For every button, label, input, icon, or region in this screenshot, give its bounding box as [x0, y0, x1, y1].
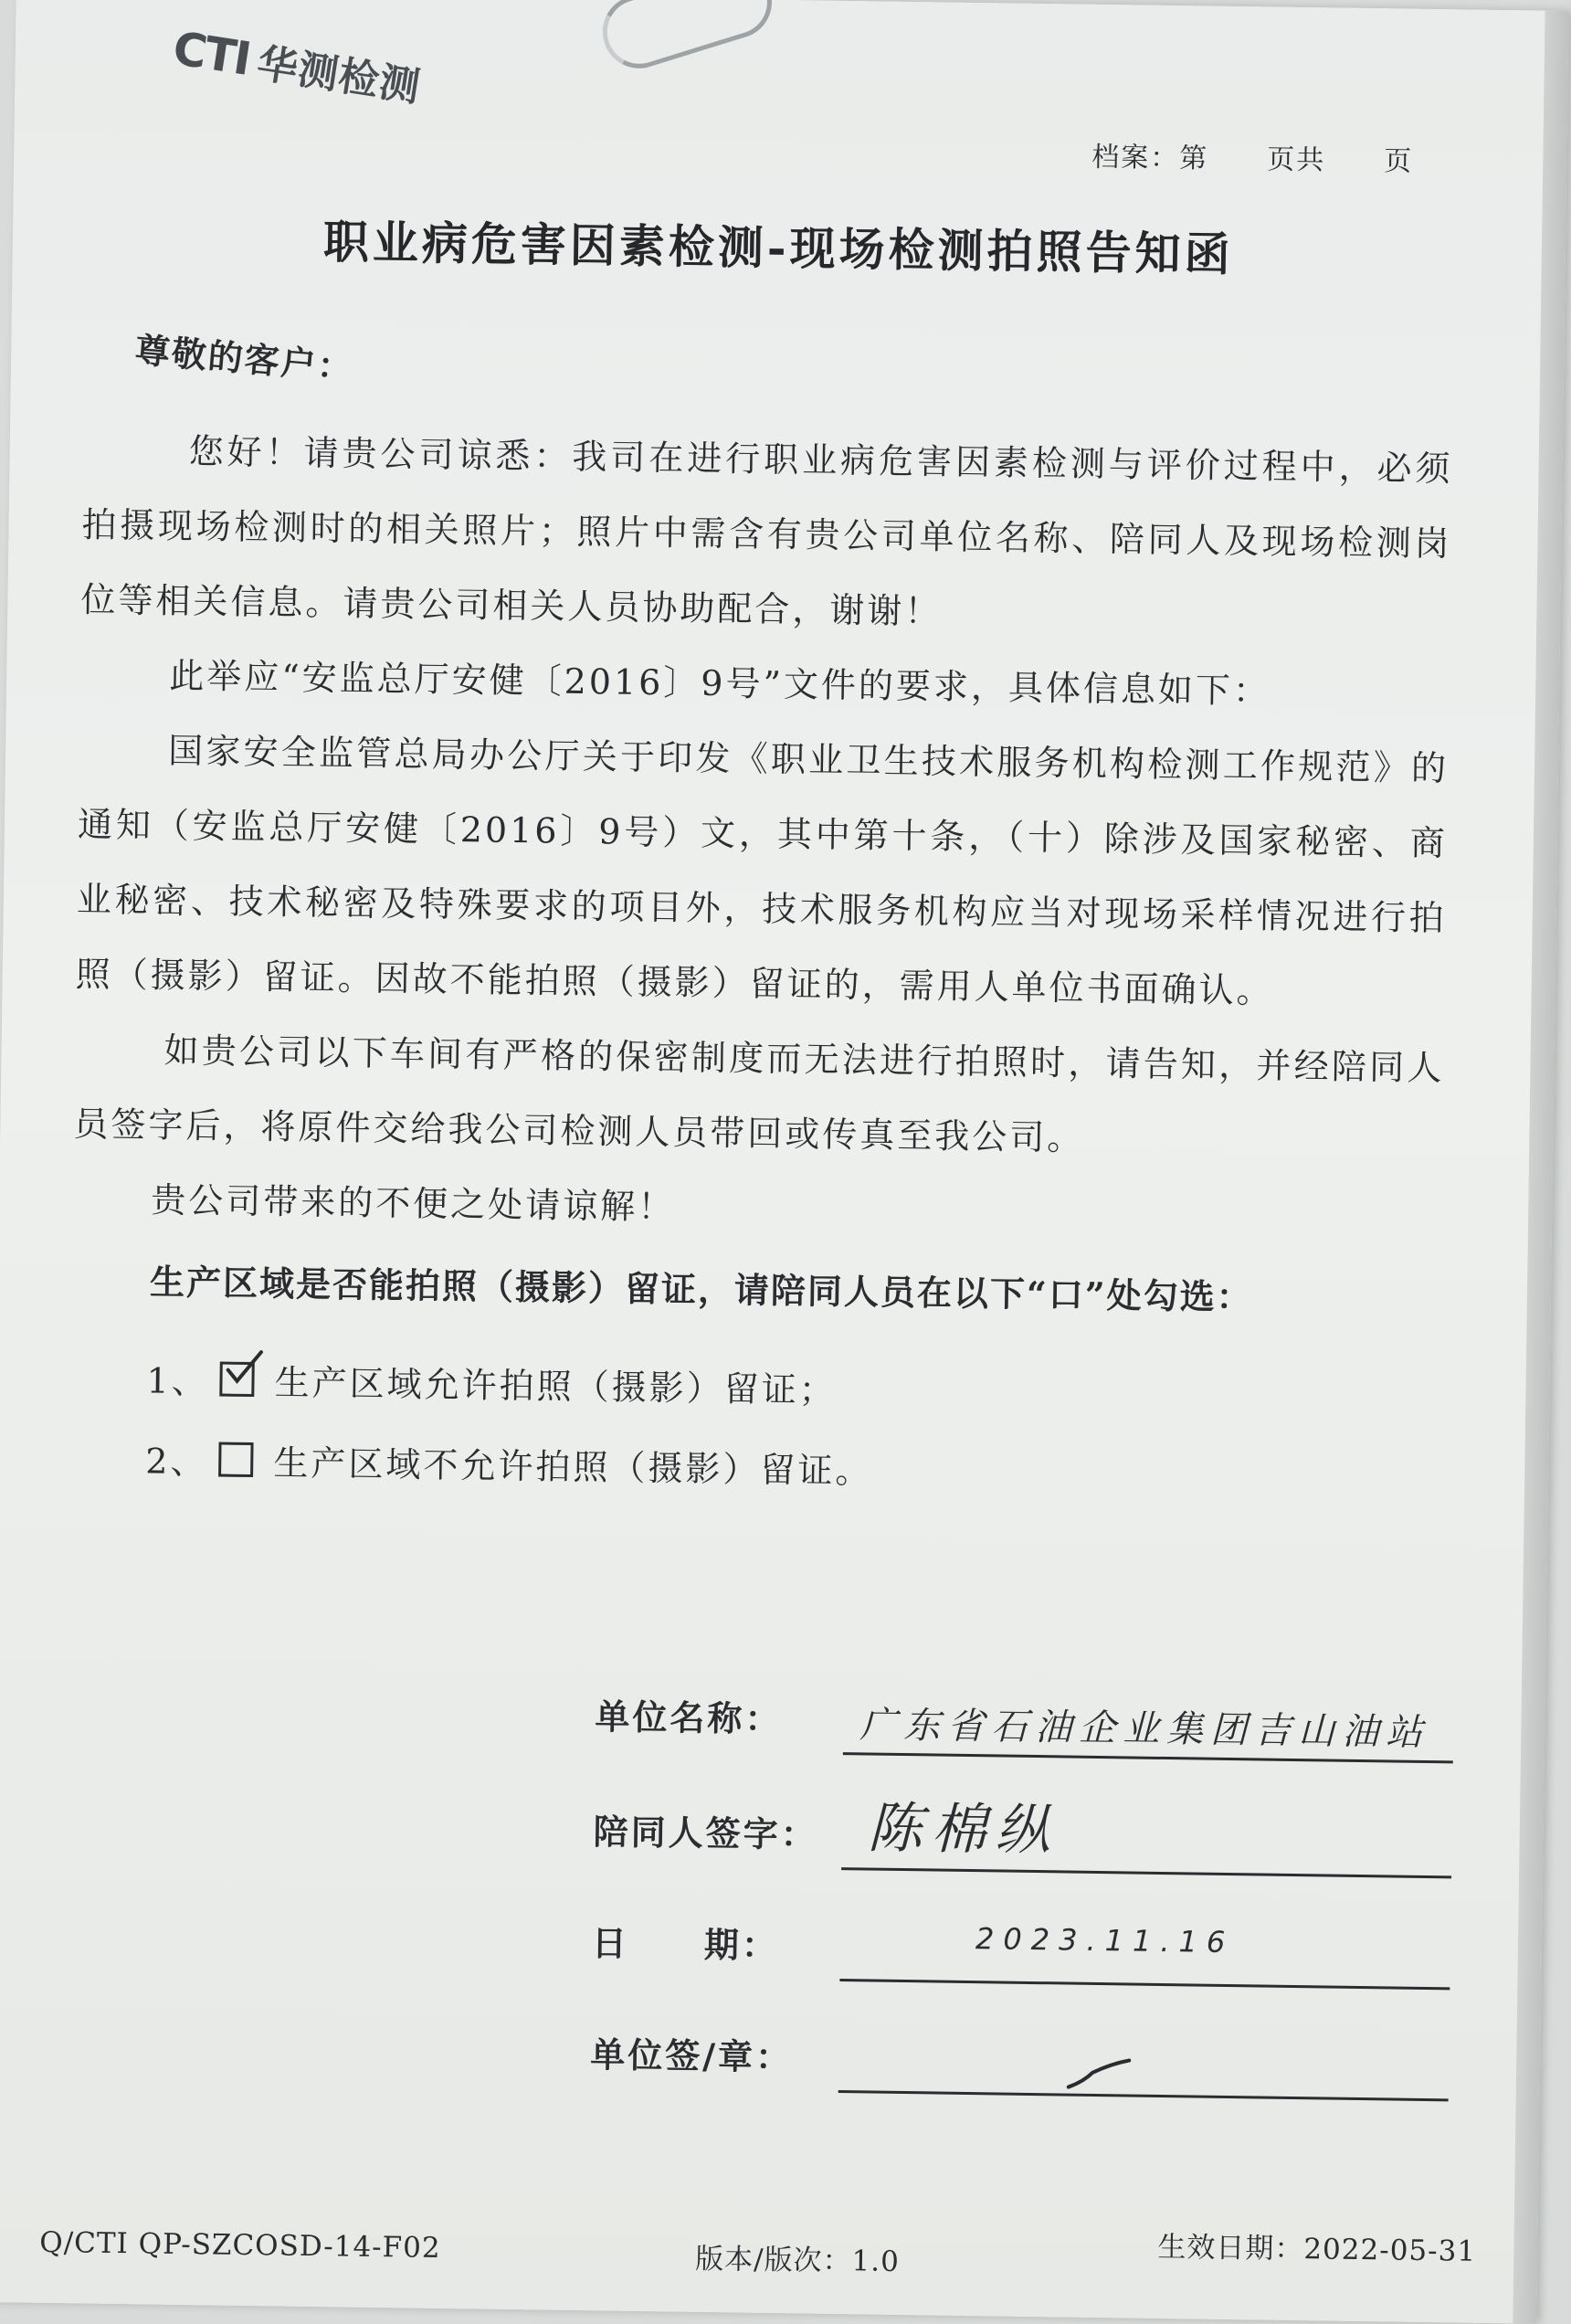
unit-name-row — [595, 1678, 1454, 1763]
option-number: 2、 — [144, 1441, 208, 1483]
salutation: 尊敬的客户： — [133, 329, 356, 389]
effective-date: 生效日期：2022-05-31 — [1157, 2230, 1477, 2268]
document-title: 职业病危害因素检测-现场检测拍照告知函 — [322, 214, 1235, 281]
logo-name: 华测检测 — [254, 39, 424, 111]
date-line — [839, 1979, 1450, 1990]
option-deny — [145, 1432, 873, 1493]
seal-label: 单位签/章： — [589, 2034, 794, 2078]
paragraph-4: 如贵公司以下车间有严格的保密制度而无法进行拍照时，请告知，并经陪同人员签字后，将原件交给我公司检测人员带回或传真至我公司。 — [73, 1030, 1445, 1158]
date-value[interactable]: 2023.11.16 — [975, 1921, 1235, 1960]
date-label: 日 期： — [591, 1922, 780, 1967]
companion-label: 陪同人签字： — [593, 1811, 818, 1855]
date-row — [591, 1905, 1450, 1990]
version-label: 版本/版次：1.0 — [694, 2242, 901, 2278]
company-logo — [170, 17, 426, 113]
seal-stroke-mark — [1065, 2056, 1139, 2094]
option-label: 生产区域允许拍照（摄影）留证； — [274, 1362, 837, 1410]
option-label: 生产区域不允许拍照（摄影）留证。 — [273, 1442, 873, 1492]
paragraph-5: 贵公司带来的不便之处请谅解！ — [150, 1179, 676, 1228]
deny-checkbox[interactable] — [218, 1442, 254, 1477]
paragraph-3: 国家安全监管总局办公厅关于印发《职业卫生技术服务机构检测工作规范》的通知（安监总厅安健〔2016〕9号）文，其中第十条，（十）除涉及国家秘密、商业秘密、技术秘密及特殊要求的项目外，技术服务机构应当对现场采样情况进行拍照（摄影）留证。因故不能拍照（摄影）留证的，需用人单位书面确认。 — [75, 730, 1450, 1011]
checkmark-icon — [225, 1347, 266, 1389]
unit-name-value[interactable]: 广东省石油企业集团吉山油站 — [859, 1704, 1430, 1755]
companion-signature-row — [593, 1793, 1452, 1878]
paragraph-2: 此举应“安监总厅安健〔2016〕9号”文件的要求，具体信息如下： — [168, 655, 1271, 712]
seal-line[interactable] — [838, 2090, 1449, 2101]
companion-signature[interactable]: 陈棉纵 — [867, 1796, 1060, 1864]
paper-clip-icon — [594, 0, 781, 78]
logo-brand: CTI — [169, 21, 254, 86]
page-edge-shadow — [1513, 11, 1568, 2324]
instruction-text: 生产区域是否能拍照（摄影）留证，请陪同人员在以下“口”处勾选： — [149, 1261, 1253, 1318]
seal-row — [590, 2016, 1450, 2101]
companion-line — [841, 1867, 1451, 1878]
allow-checkbox[interactable] — [219, 1361, 255, 1397]
document-code: Q/CTI QP-SZCOSD-14-F02 — [39, 2225, 441, 2265]
unit-name-label: 单位名称： — [595, 1695, 783, 1740]
option-allow — [146, 1352, 837, 1412]
option-number: 1、 — [146, 1360, 209, 1402]
archive-page-label: 档案：第 页共 页 — [1091, 141, 1414, 178]
paragraph-1: 您好！请贵公司谅悉：我司在进行职业病危害因素检测与评价过程中，必须拍摄现场检测时的相关照片；照片中需含有贵公司单位名称、陪同人及现场检测岗位等相关信息。请贵公司相关人员协助配合，谢谢！ — [80, 430, 1453, 632]
